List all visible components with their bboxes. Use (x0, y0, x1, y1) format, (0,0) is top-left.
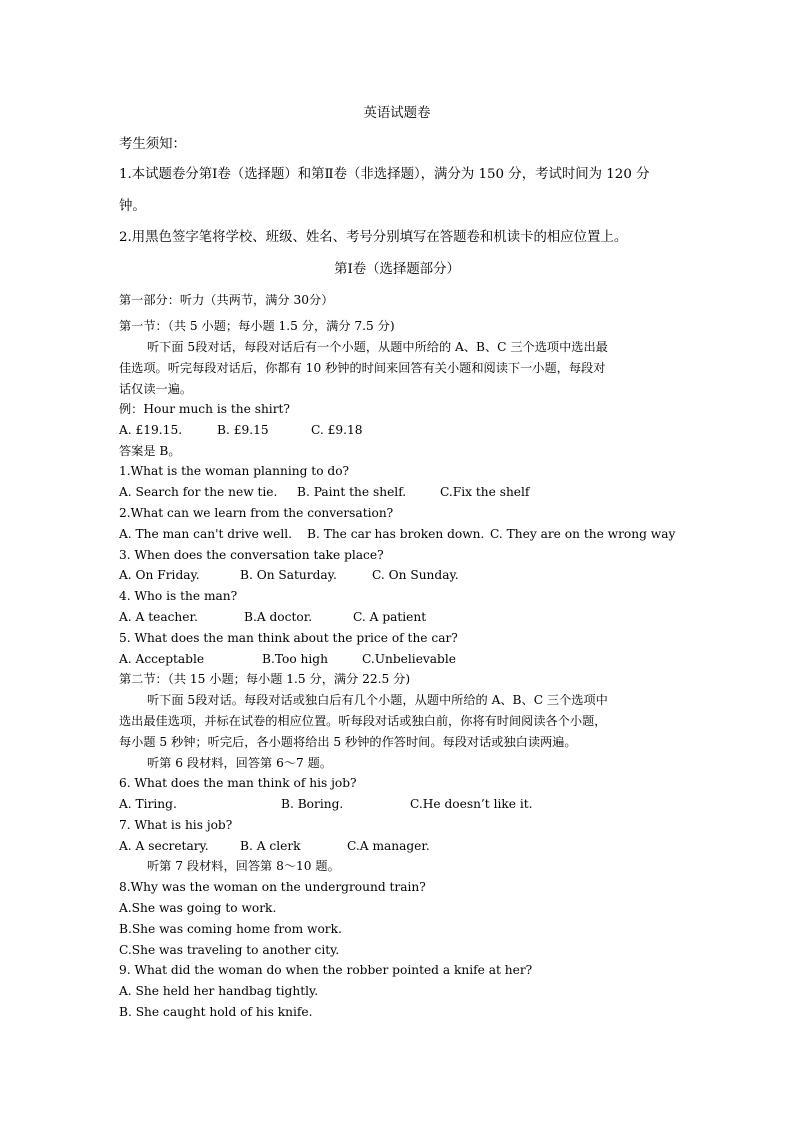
q1-option-b: B. Paint the shelf. (297, 485, 407, 499)
q5-option-a: A. Acceptable (119, 652, 205, 666)
q6-option-a: A. Tiring. (119, 797, 177, 811)
q4-option-b: B.A doctor. (244, 610, 313, 624)
question-1: 1.What is the woman planning to do? (119, 464, 350, 478)
q6-option-b: B. Boring. (281, 797, 344, 811)
q2-option-c: C. They are on the wrong way (490, 527, 676, 541)
q4-option-a: A. A teacher. (119, 610, 198, 624)
q2-option-a: A. The man can't drive well. (119, 527, 293, 541)
q9-option-a: A. She held her handbag tightly. (119, 984, 319, 998)
example-option-b: B. £9.15 (217, 423, 269, 437)
q1-option-a: A. Search for the new tie. (119, 485, 278, 499)
q6-option-c: C.He doesn’t like it. (410, 797, 533, 811)
material-6-note: 听第 6 段材料，回答第 6～7 题。 (147, 756, 333, 770)
section-2-title: 第二节：（共 15 小题；每小题 1.5 分，满分 22.5 分) (119, 672, 411, 686)
question-5: 5. What does the man think about the price of the car? (119, 631, 458, 645)
page-title: 英语试题卷 (363, 106, 431, 121)
volume-1-title: 第Ⅰ卷（选择题部分） (334, 262, 460, 277)
q5-option-b: B.Too high (262, 652, 328, 666)
section-2-instruction-line-3: 每小题 5 秒钟；听完后，各小题将给出 5 秒钟的作答时间。每段对话或独白读两遍。 (119, 735, 577, 749)
q8-option-a: A.She was going to work. (119, 901, 277, 915)
question-4: 4. Who is the man? (119, 589, 238, 603)
notice-item-2: 2.用黑色签字笔将学校、班级、姓名、考号分别填写在答题卷和机读卡的相应位置上。 (119, 230, 628, 245)
part-1-title: 第一部分：听力（共两节，满分 30分） (119, 293, 334, 307)
q4-option-c: C. A patient (353, 610, 427, 624)
notice-item-1-line-2: 钟。 (119, 199, 146, 214)
q3-option-b: B. On Saturday. (240, 568, 337, 582)
notice-item-1-line-1: 1.本试题卷分第Ⅰ卷（选择题）和第Ⅱ卷（非选择题），满分为 150 分，考试时间为 120 分 (119, 167, 650, 182)
notice-heading: 考生须知： (119, 137, 186, 152)
material-7-note: 听第 7 段材料，回答第 8～10 题。 (147, 859, 340, 873)
question-6: 6. What does the man think of his job? (119, 776, 357, 790)
q7-option-a: A. A secretary. (119, 839, 209, 853)
question-9: 9. What did the woman do when the robber pointed a knife at her? (119, 963, 533, 977)
section-1-title: 第一节：（共 5 小题；每小题 1.5 分，满分 7.5 分) (119, 319, 395, 333)
example-option-a: A. £19.15. (119, 423, 183, 437)
section-1-instruction-line-2: 佳选项。听完每段对话后，你都有 10 秒钟的时间来回答有关小题和阅读下一小题，每段对 (119, 361, 606, 375)
question-2: 2.What can we learn from the conversation? (119, 506, 394, 520)
section-2-instruction-line-1: 听下面 5段对话。每段对话或独白后有几个小题，从题中所给的 A、B、C 三个选项中 (147, 693, 608, 707)
q8-option-b: B.She was coming home from work. (119, 922, 342, 936)
example-option-c: C. £9.18 (311, 423, 363, 437)
q1-option-c: C.Fix the shelf (440, 485, 530, 499)
question-3: 3. When does the conversation take place? (119, 548, 384, 562)
q5-option-c: C.Unbelievable (362, 652, 456, 666)
example-question: 例：Hour much is the shirt? (119, 402, 290, 416)
q7-option-b: B. A clerk (240, 839, 301, 853)
q2-option-b: B. The car has broken down. (307, 527, 485, 541)
section-1-instruction-line-3: 话仅读一遍。 (119, 382, 193, 396)
q3-option-a: A. On Friday. (119, 568, 200, 582)
q3-option-c: C. On Sunday. (372, 568, 459, 582)
section-2-instruction-line-2: 选出最佳选项，并标在试卷的相应位置。听每段对话或独白前，你将有时间阅读各个小题， (119, 714, 607, 728)
example-answer: 答案是 B。 (119, 444, 181, 458)
q9-option-b: B. She caught hold of his knife. (119, 1005, 313, 1019)
section-1-instruction-line-1: 听下面 5段对话，每段对话后有一个小题，从题中所给的 A、B、C 三个选项中选出最 (147, 340, 608, 354)
question-8: 8.Why was the woman on the underground train? (119, 880, 426, 894)
q7-option-c: C.A manager. (347, 839, 430, 853)
question-7: 7. What is his job? (119, 818, 233, 832)
q8-option-c: C.She was traveling to another city. (119, 943, 340, 957)
